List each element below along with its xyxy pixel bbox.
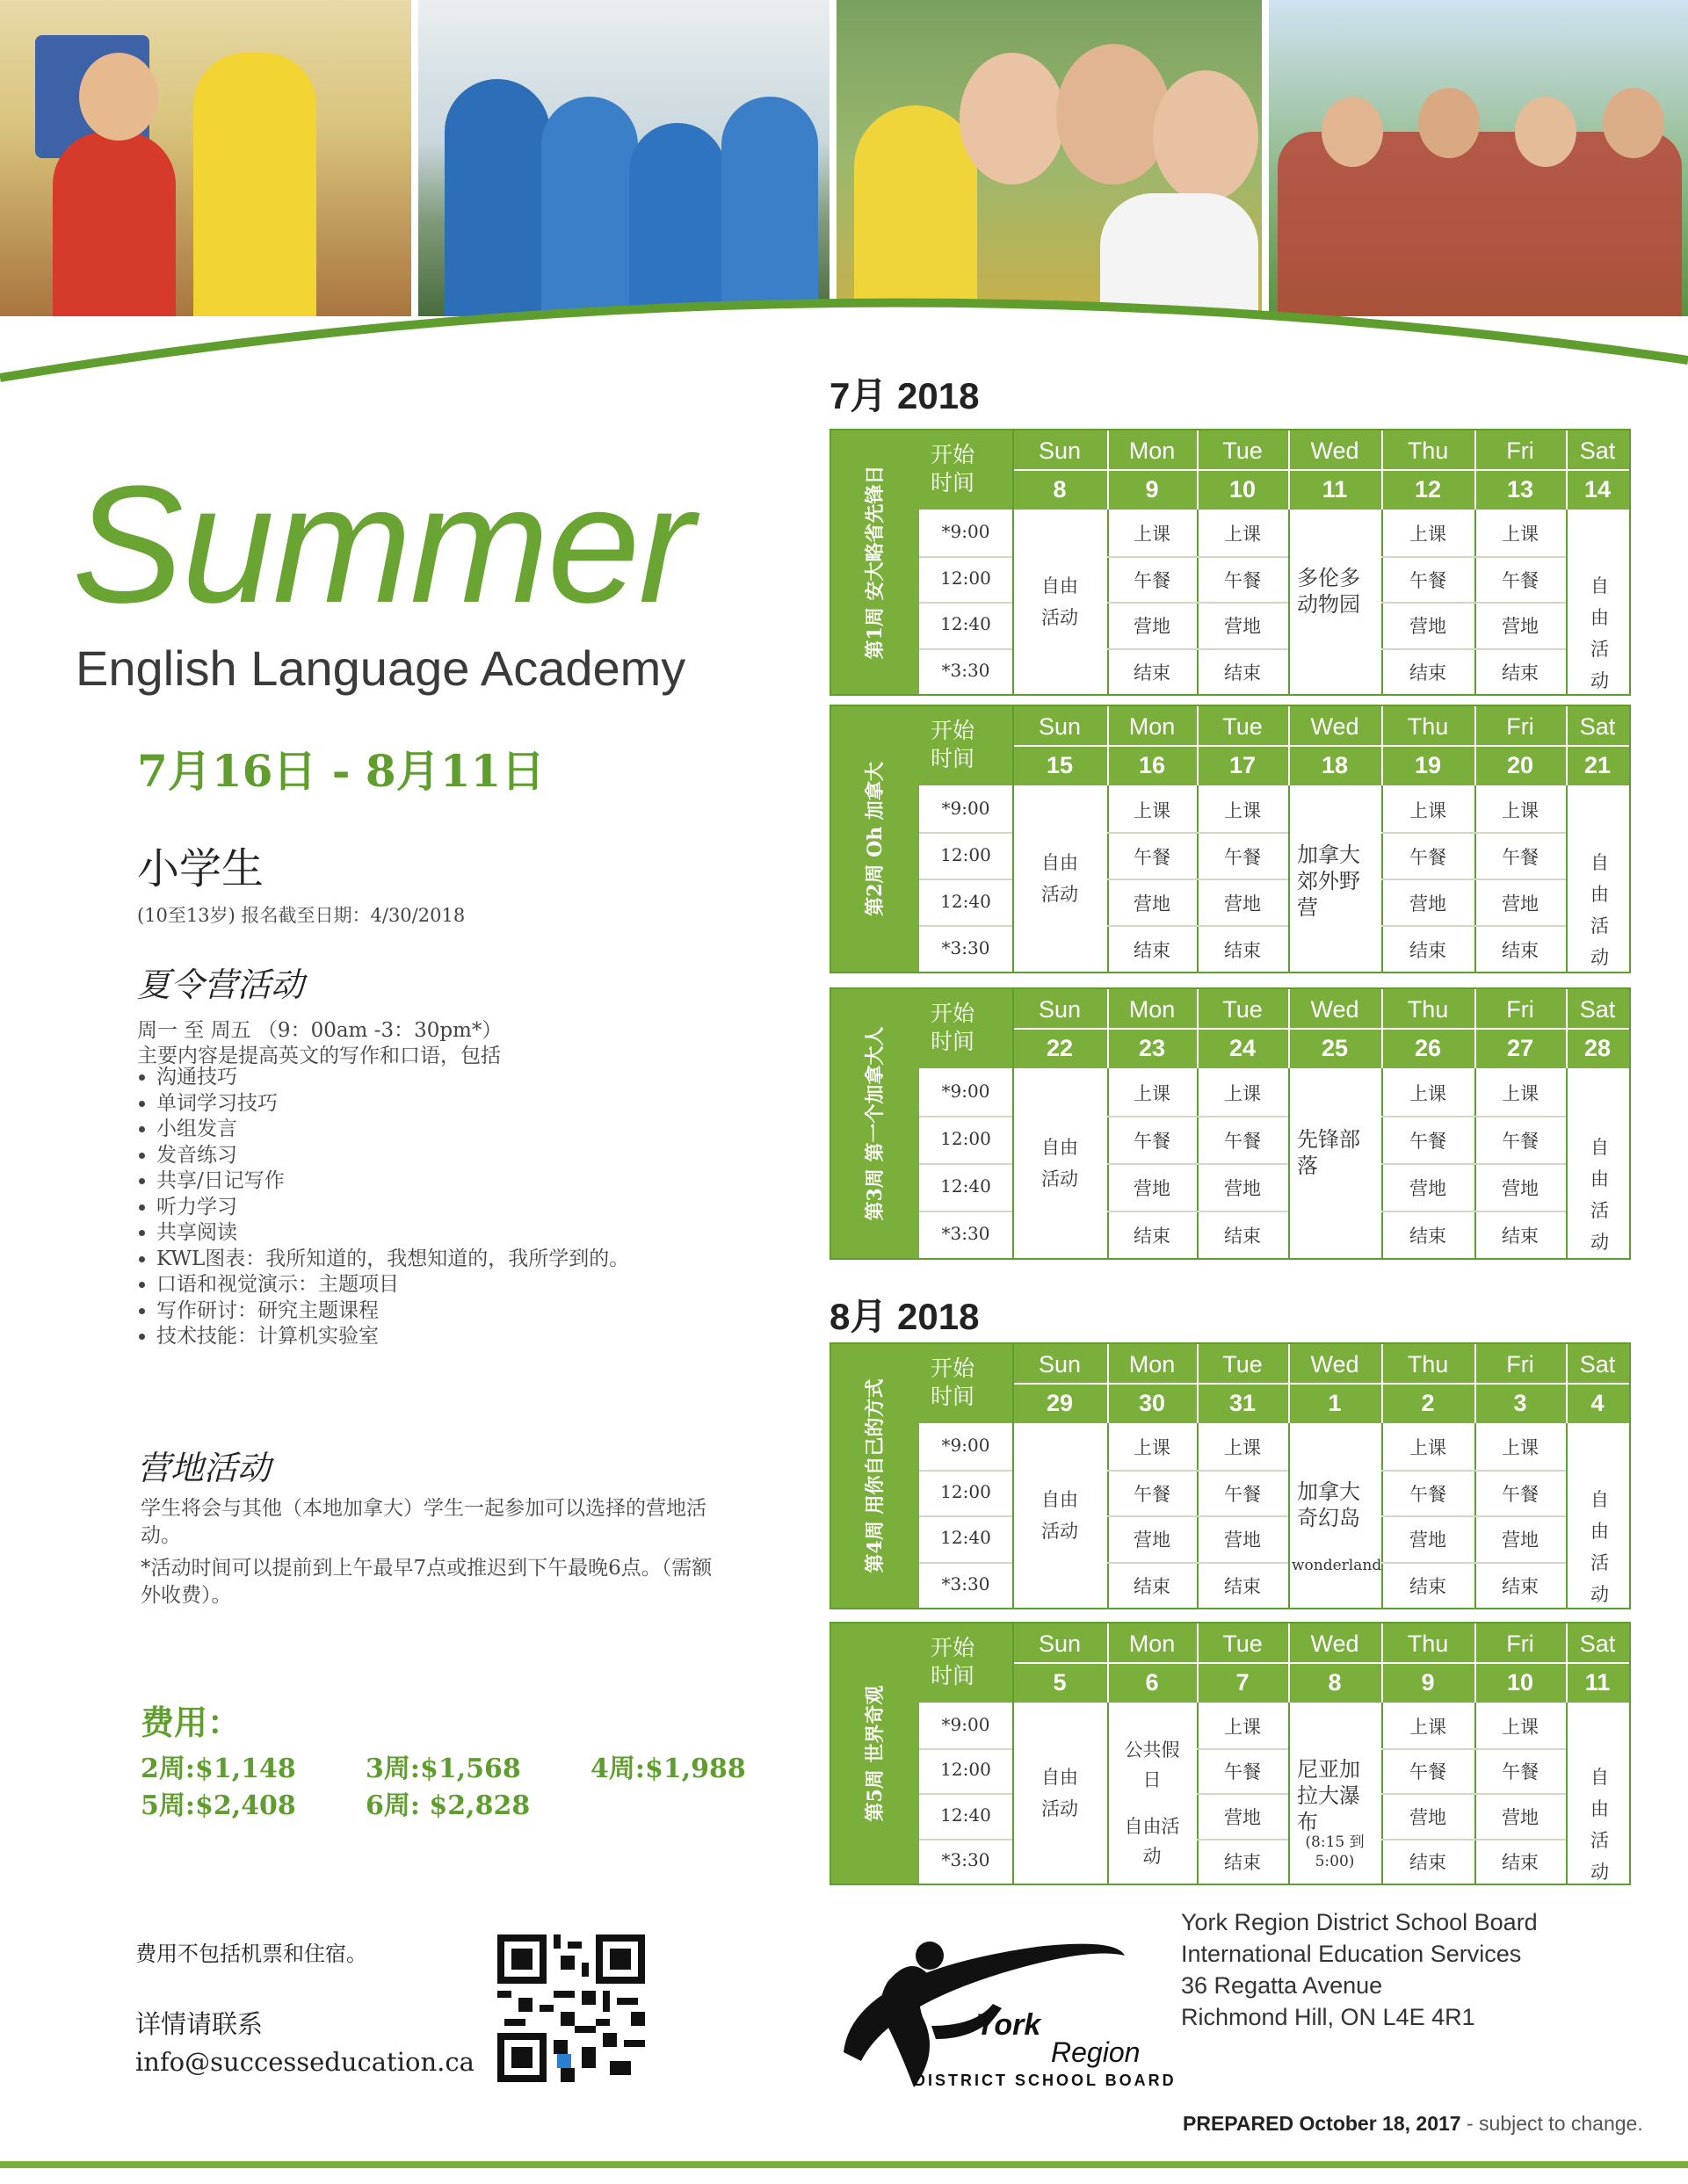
logo-region-text: Region (1051, 2036, 1141, 2068)
day-header: Sun (1038, 713, 1082, 740)
day-header: Sat (1579, 713, 1616, 740)
contact-heading: 详情请联系 (135, 2009, 264, 2039)
activity-cell: 上课 (1224, 524, 1261, 546)
day-header: Thu (1407, 438, 1449, 464)
fee-3-weeks: 3周:$1,568 (366, 1754, 521, 1784)
date-number: 12 (1414, 476, 1442, 503)
excursion-note: wonderland (1292, 1557, 1382, 1575)
activity-cell: 午餐 (1224, 569, 1261, 591)
date-number: 24 (1228, 1035, 1257, 1061)
date-number: 2 (1421, 1390, 1435, 1416)
time-slot: 12:40 (940, 890, 991, 912)
date-number: 14 (1583, 476, 1612, 503)
day-header: Mon (1128, 1351, 1176, 1378)
date-number: 7 (1235, 1669, 1250, 1696)
time-slot: 12:00 (940, 1128, 991, 1149)
hero-title: Summer (72, 452, 692, 638)
free-activity-cell: 自由活动 (1041, 575, 1078, 628)
time-slot: *9:00 (941, 1435, 990, 1457)
time-slot: 12:00 (940, 1759, 991, 1781)
camp-item: • 沟通技巧 (156, 1065, 648, 1091)
week-label-text: 第2周 Oh 加拿大 (864, 762, 887, 916)
camp-intro: 主要内容是提高英文的写作和口语，包括 (137, 1045, 501, 1067)
activity-cell: 结束 (1409, 939, 1446, 961)
activity-cell: 上课 (1409, 1716, 1446, 1738)
day-header: Tue (1222, 996, 1263, 1023)
start-time-header: 开始时间 (930, 442, 974, 495)
activity-cell: 营地 (1409, 1530, 1446, 1551)
activity-cell: 营地 (1409, 616, 1446, 638)
activity-cell: 午餐 (1224, 1131, 1261, 1152)
prepared-footer (1183, 2112, 1643, 2136)
activity-cell: 营地 (1224, 1178, 1261, 1199)
activity-cell: 结束 (1502, 939, 1539, 961)
fee-6-weeks: 6周: $2,828 (366, 1790, 531, 1821)
camp-item: • KWL图表：我所知道的，我想知道的，我所学到的。 (156, 1247, 648, 1273)
day-header: Wed (1310, 438, 1359, 464)
activity-cell: 营地 (1134, 1530, 1170, 1551)
free-activity-cell: 自由活动 (1041, 852, 1078, 905)
date-number: 30 (1138, 1390, 1166, 1416)
camp-item: • 听力学习 (156, 1195, 648, 1221)
camp-item-list (135, 1065, 648, 1350)
fees-title: 费用： (141, 1703, 242, 1742)
audience-note: (10至13岁) 报名截至日期：4/30/2018 (137, 905, 466, 926)
time-slot: *3:30 (941, 1849, 990, 1871)
day-header: Sat (1579, 1631, 1616, 1657)
activity-cell: 上课 (1409, 524, 1446, 546)
day-header: Wed (1310, 996, 1359, 1023)
camp-item: • 共享/日记写作 (156, 1168, 648, 1195)
board-address-line: International Education Services (1181, 1941, 1522, 1967)
photo-banner (0, 0, 1688, 387)
date-number: 16 (1138, 752, 1166, 778)
camp-item: • 技术技能：计算机实验室 (156, 1324, 648, 1350)
day-header: Mon (1128, 996, 1176, 1023)
activity-cell: 上课 (1502, 1083, 1539, 1104)
activity-cell: 上课 (1224, 1083, 1261, 1104)
activities-text: 学生将会与其他（本地加拿大）学生一起参加可以选择的营地活动。 (141, 1497, 706, 1547)
week-label (831, 706, 919, 972)
activity-cell: 午餐 (1409, 1761, 1446, 1783)
activity-cell: 营地 (1224, 616, 1261, 638)
day-header: Thu (1407, 1351, 1449, 1378)
bottom-rule (0, 2161, 1688, 2168)
date-number: 18 (1321, 752, 1349, 778)
activity-cell: 营地 (1409, 1806, 1446, 1828)
activity-cell: 结束 (1224, 1852, 1261, 1874)
free-activity-cell: 自由活动 (1590, 1137, 1609, 1253)
day-header: Wed (1310, 1351, 1359, 1378)
week-table (830, 987, 1631, 1260)
activity-cell: 午餐 (1409, 1131, 1446, 1152)
activity-cell: 上课 (1502, 799, 1539, 821)
qr-code[interactable] (497, 1935, 645, 2082)
activity-cell: 营地 (1502, 1530, 1539, 1551)
day-header: Wed (1310, 1631, 1359, 1657)
activity-cell: 结束 (1409, 1852, 1446, 1874)
date-number: 13 (1506, 476, 1534, 503)
day-header: Fri (1506, 996, 1534, 1023)
camp-item: • 口语和视觉演示：主题项目 (156, 1272, 648, 1298)
activity-cell: 结束 (1502, 1852, 1539, 1874)
camp-title: 夏令营活动 (137, 965, 305, 1004)
prepared-note: - subject to change. (1460, 2112, 1643, 2135)
activity-cell: 结束 (1224, 1226, 1261, 1247)
day-header: Mon (1128, 1631, 1176, 1657)
activity-cell: 营地 (1502, 893, 1539, 915)
activity-cell: 午餐 (1134, 1131, 1170, 1152)
time-slot: *9:00 (941, 797, 990, 819)
day-header: Fri (1506, 438, 1534, 464)
day-header: Fri (1506, 1351, 1534, 1378)
excursion-cell: 加拿大郊外野营 (1297, 843, 1360, 920)
activity-cell: 结束 (1224, 662, 1261, 683)
activity-cell: 结束 (1502, 662, 1539, 683)
fee-4-weeks: 4周:$1,988 (590, 1754, 746, 1784)
camp-item: • 小组发言 (156, 1117, 648, 1143)
week-table (830, 429, 1631, 696)
start-time-header: 开始时间 (930, 1001, 974, 1054)
date-number: 9 (1421, 1669, 1435, 1696)
day-header: Sat (1579, 1351, 1616, 1378)
board-address-line: 36 Regatta Avenue (1181, 1972, 1383, 1999)
activity-cell: 上课 (1134, 799, 1170, 821)
camp-schedule: 周一 至 周五 （9：00am -3：30pm*） (137, 1019, 503, 1042)
date-number: 10 (1228, 476, 1257, 503)
activity-cell: 午餐 (1224, 1483, 1261, 1505)
date-number: 6 (1145, 1669, 1159, 1696)
excursion-cell: 尼亚加拉大瀑布 (1297, 1757, 1360, 1834)
activity-cell: 营地 (1502, 616, 1539, 638)
date-number: 11 (1322, 476, 1348, 503)
date-number: 20 (1506, 752, 1534, 778)
activity-cell: 上课 (1224, 1437, 1261, 1459)
activity-cell: 营地 (1224, 893, 1261, 915)
free-activity-cell: 自由活动 (1041, 1489, 1078, 1542)
activity-cell: 营地 (1134, 1178, 1170, 1199)
fee-2-weeks: 2周:$1,148 (141, 1754, 296, 1784)
day-header: Tue (1222, 1631, 1263, 1657)
time-slot: 12:00 (940, 843, 991, 865)
day-header: Fri (1506, 713, 1534, 740)
activity-cell: 午餐 (1134, 1483, 1170, 1505)
time-slot: *3:30 (941, 659, 990, 681)
week-label (831, 430, 919, 694)
activity-cell: 午餐 (1409, 846, 1446, 868)
date-number: 28 (1583, 1035, 1612, 1061)
week-label-text: 第3周 第一个加拿大人 (864, 1026, 887, 1221)
date-number: 8 (1328, 1669, 1342, 1696)
date-number: 4 (1590, 1390, 1605, 1416)
excursion-cell: 多伦多动物园 (1297, 566, 1360, 617)
activity-cell: 营地 (1224, 1806, 1261, 1828)
week-table (830, 705, 1631, 973)
day-header: Sun (1038, 1631, 1082, 1657)
fee-5-weeks: 5周:$2,408 (141, 1790, 296, 1821)
camp-item: • 发音练习 (156, 1143, 648, 1169)
activity-cell: 上课 (1134, 524, 1170, 546)
audience-title: 小学生 (137, 844, 264, 893)
free-activity-cell: 自由活动 (1590, 852, 1609, 968)
free-activity-cell: 自由活动 (1041, 1137, 1078, 1190)
activity-cell: 午餐 (1134, 846, 1170, 868)
excursion-cell: 先锋部落 (1297, 1127, 1360, 1178)
activity-cell: 午餐 (1502, 1483, 1539, 1505)
activity-cell: 结束 (1502, 1575, 1539, 1597)
activities-note: *活动时间可以提前到上午最早7点或推迟到下午最晚6点。（需额外收费）。 (141, 1557, 713, 1607)
day-header: Sun (1038, 1351, 1082, 1378)
time-slot: *3:30 (941, 1573, 990, 1595)
activity-cell: 结束 (1502, 1226, 1539, 1247)
activity-cell: 午餐 (1502, 846, 1539, 868)
time-slot: 12:40 (940, 1175, 991, 1197)
start-time-header: 开始时间 (930, 1356, 974, 1409)
start-time-header: 开始时间 (930, 718, 974, 771)
free-activity-cell: 自由活动 (1590, 1489, 1609, 1605)
activity-cell: 上课 (1502, 1716, 1539, 1738)
activity-cell: 午餐 (1502, 569, 1539, 591)
hero-subtitle: English Language Academy (76, 640, 686, 696)
date-number: 9 (1145, 476, 1159, 503)
date-number: 21 (1583, 752, 1612, 778)
time-slot: *3:30 (941, 1223, 990, 1244)
activity-cell: 上课 (1224, 1716, 1261, 1738)
logo-board-text: DISTRICT SCHOOL BOARD (914, 2072, 1177, 2089)
activity-cell: 上课 (1502, 1437, 1539, 1459)
activity-cell: 结束 (1134, 662, 1170, 683)
free-activity-cell: 自由活动 (1590, 575, 1609, 691)
date-number: 11 (1584, 1669, 1611, 1696)
activity-cell: 上课 (1502, 524, 1539, 546)
date-number: 15 (1046, 752, 1074, 778)
time-slot: 12:40 (940, 613, 991, 635)
activity-cell: 午餐 (1134, 569, 1170, 591)
date-number: 25 (1321, 1035, 1349, 1061)
camp-item: • 单词学习技巧 (156, 1091, 648, 1117)
activities-title: 营地活动 (137, 1449, 272, 1487)
activity-cell: 结束 (1409, 662, 1446, 683)
day-header: Sat (1579, 996, 1616, 1023)
week-label-text: 第1周 安大略省先锋日 (864, 465, 887, 660)
date-number: 5 (1053, 1669, 1067, 1696)
week-label (831, 989, 919, 1258)
date-number: 23 (1138, 1035, 1166, 1061)
week-label (831, 1624, 919, 1884)
excursion-note: (8:15 到 5:00) (1305, 1833, 1365, 1871)
time-slot: 12:40 (940, 1804, 991, 1826)
activity-cell: 营地 (1409, 1178, 1446, 1199)
date-number: 19 (1414, 752, 1442, 778)
board-address-line: Richmond Hill, ON L4E 4R1 (1181, 2004, 1475, 2030)
date-number: 22 (1046, 1035, 1074, 1061)
date-number: 26 (1414, 1035, 1442, 1061)
week-table (830, 1622, 1631, 1885)
date-number: 1 (1328, 1390, 1342, 1416)
time-slot: *9:00 (941, 1713, 990, 1735)
activity-cell: 营地 (1134, 893, 1170, 915)
day-header: Sat (1579, 438, 1616, 464)
activity-cell: 结束 (1409, 1226, 1446, 1247)
camp-item: • 写作研讨：研究主题课程 (156, 1298, 648, 1325)
time-slot: *9:00 (941, 521, 990, 543)
week-label (831, 1344, 919, 1608)
time-slot: *3:30 (941, 937, 990, 958)
day-header: Thu (1407, 1631, 1449, 1657)
day-header: Sun (1038, 438, 1082, 464)
holiday-cell: 公共假日 (1124, 1739, 1180, 1791)
date-number: 8 (1053, 476, 1067, 503)
free-activity-cell: 自由活动 (1590, 1767, 1609, 1883)
activity-cell: 营地 (1409, 893, 1446, 915)
month-heading-july: 7月 2018 (830, 375, 980, 416)
date-number: 29 (1046, 1390, 1074, 1416)
board-address-line: York Region District School Board (1181, 1909, 1538, 1935)
activity-cell: 上课 (1134, 1437, 1170, 1459)
activity-cell: 上课 (1409, 1437, 1446, 1459)
activity-cell: 午餐 (1502, 1131, 1539, 1152)
contact-email[interactable]: info@successeducation.ca (135, 2047, 475, 2077)
day-header: Thu (1407, 996, 1449, 1023)
month-heading-august: 8月 2018 (830, 1296, 980, 1337)
time-slot: 12:00 (940, 1480, 991, 1502)
camp-item: • 共享阅读 (156, 1220, 648, 1247)
activity-cell: 结束 (1134, 1226, 1170, 1247)
excursion-cell: 加拿大奇幻岛 (1297, 1479, 1360, 1530)
date-number: 17 (1228, 752, 1257, 778)
activity-cell: 上课 (1409, 1083, 1446, 1104)
week-label-text: 第4周 用你自己的方式 (864, 1378, 887, 1573)
activity-cell: 午餐 (1409, 1483, 1446, 1505)
free-activity-cell: 自由活动 (1041, 1767, 1078, 1819)
date-number: 27 (1506, 1035, 1534, 1061)
activity-cell: 结束 (1134, 939, 1170, 961)
activity-cell: 结束 (1134, 1575, 1170, 1597)
day-header: Wed (1310, 713, 1359, 740)
time-slot: *9:00 (941, 1081, 990, 1102)
board-address (1181, 1906, 1538, 2033)
activity-cell: 上课 (1134, 1083, 1170, 1104)
date-number: 31 (1228, 1390, 1257, 1416)
date-number: 10 (1506, 1669, 1534, 1696)
week-label-text: 第5周 世界奇观 (864, 1685, 887, 1822)
prepared-date: PREPARED October 18, 2017 (1183, 2112, 1461, 2135)
day-header: Tue (1222, 1351, 1263, 1378)
activity-cell: 午餐 (1502, 1761, 1539, 1783)
logo-york-text: York (975, 2008, 1041, 2042)
start-time-header: 开始时间 (930, 1635, 974, 1689)
activity-cell: 结束 (1224, 1575, 1261, 1597)
day-header: Tue (1222, 713, 1263, 740)
activity-cell: 营地 (1224, 1530, 1261, 1551)
free-activity-cell: 自由活动 (1124, 1815, 1180, 1867)
activity-cell: 营地 (1134, 616, 1170, 638)
activity-cell: 午餐 (1224, 1761, 1261, 1783)
day-header: Mon (1128, 438, 1176, 464)
time-slot: 12:40 (940, 1527, 991, 1549)
activity-cell: 结束 (1409, 1575, 1446, 1597)
activity-cell: 营地 (1502, 1178, 1539, 1199)
date-number: 3 (1513, 1390, 1527, 1416)
activity-cell: 上课 (1224, 799, 1261, 821)
activity-cell: 午餐 (1409, 569, 1446, 591)
time-slot: 12:00 (940, 567, 991, 589)
day-header: Tue (1222, 438, 1263, 464)
activity-cell: 营地 (1502, 1806, 1539, 1828)
day-header: Mon (1128, 713, 1176, 740)
activity-cell: 午餐 (1224, 846, 1261, 868)
fee-exclusion: 费用不包括机票和住宿。 (135, 1942, 367, 1966)
activity-cell: 结束 (1224, 939, 1261, 961)
banner-curve (0, 0, 1688, 387)
day-header: Fri (1506, 1631, 1534, 1657)
day-header: Thu (1407, 713, 1449, 740)
program-dates: 7月16日 - 8月11日 (137, 745, 546, 797)
activity-cell: 上课 (1409, 799, 1446, 821)
week-table (830, 1342, 1631, 1609)
day-header: Sun (1038, 996, 1082, 1023)
